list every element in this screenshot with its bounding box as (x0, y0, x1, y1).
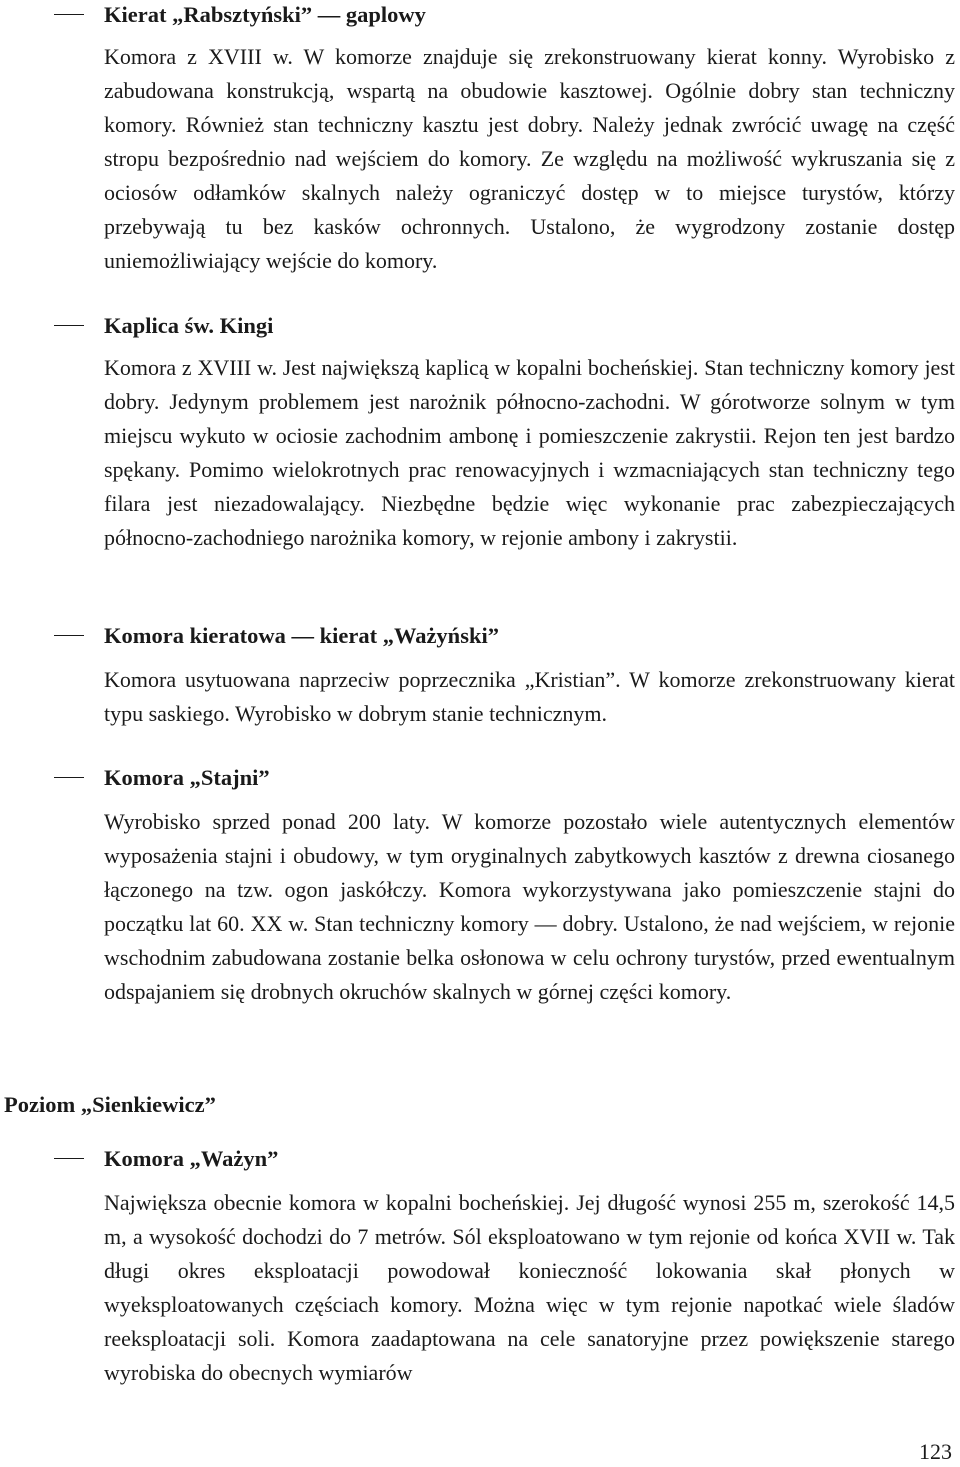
section-body-kaplica-sw-kingi: Komora z XVIII w. Jest największą kaplicą w kopalni bocheńskiej. Stan techniczny komory jest dobry. Jedynym problemem jest narożnik północno-zachodni. W górotworze solnym w tym miejscu wykuto w ociosie zachodnim ambonę i pomieszczenie zakrystii. Rejon ten jest bardzo spękany. Pomimo wielokrotnych prac renowacyjnych i wzmacniających stan techniczny tego filara jest niezadowalający. Niezbędne będzie więc wykonanie prac zabezpieczających północno-zachodniego narożnika komory, w rejonie ambony i zakrystii. (104, 355, 955, 550)
em-dash-marker (54, 777, 84, 778)
section-heading-komora-kieratowa: Komora kieratowa — kierat „Ważyński” (54, 621, 952, 651)
section-body-komora-kieratowa: Komora usytuowana naprzeciw poprzecznika „Kristian”. W komorze zrekonstruowany kierat typu saskiego. Wyrobisko w dobrym stanie technicznym. (104, 667, 955, 726)
section-heading-komora-stajni: Komora „Stajni” (54, 763, 952, 793)
section-heading-kaplica-sw-kingi: Kaplica św. Kingi (54, 311, 952, 341)
em-dash-marker (54, 1158, 84, 1159)
em-dash-marker (54, 635, 84, 636)
section-body-kierat-rabsztynski: Komora z XVIII w. W komorze znajduje się zrekonstruowany kierat konny. Wyrobisko z zabudowana konstrukcją, wspartą na obudowie kasztowej. Ogólnie dobry stan techniczny komory. Również stan techniczny kasztu jest dobry. Należy jednak zwrócić uwagę na część stropu bezpośrednio nad wejściem do komory. Ze względu na możliwość wykruszania się z ociosów odłamków skalnych należy ograniczyć dostęp w to miejsce turystów, którzy przebywają tu bez kasków ochronnych. Ustalono, że wygrodzony zostanie dostęp uniemożliwiający wejście do komory. (104, 44, 955, 273)
section-heading-komora-wazyn: Komora „Ważyn” (54, 1144, 952, 1174)
page-number: 123 (919, 1439, 952, 1464)
em-dash-marker (54, 325, 84, 326)
em-dash-marker (54, 14, 84, 15)
level-heading-poziom-sienkiewicz: Poziom „Sienkiewicz” (4, 1092, 216, 1117)
section-heading-kierat-rabsztynski: Kierat „Rabsztyński” — gaplowy (54, 0, 952, 30)
section-body-komora-wazyn: Największa obecnie komora w kopalni bocheńskiej. Jej długość wynosi 255 m, szerokość 14,5 m, a wysokość dochodzi do 7 metrów. Sól eksploatowano w tym rejonie od końca XVII w. Tak długi okres eksploatacji powodował konieczność lokowania skał płonych w wyeksploatowanych częściach komory. Można więc w tym rejonie napotkać wiele śladów reeksploatacji soli. Komora zaadaptowana na cele sanatoryjne przez powiększenie starego wyrobiska do obecnych wymiarów (104, 1190, 955, 1385)
section-body-komora-stajni: Wyrobisko sprzed ponad 200 laty. W komorze pozostało wiele autentycznych elementów wyposażenia stajni i obudowy, w tym oryginalnych zabytkowych kasztów z drewna ciosanego łączonego na tzw. ogon jaskółczy. Komora wykorzystywana jako pomieszczenie stajni do początku lat 60. XX w. Stan techniczny komory — dobry. Ustalono, że nad wejściem, w rejonie wschodnim zabudowana zostanie belka osłonowa w celu ochrony turystów, przed ewentualnym odspajaniem się drobnych okruchów skalnych w górnej części komory. (104, 809, 955, 1004)
